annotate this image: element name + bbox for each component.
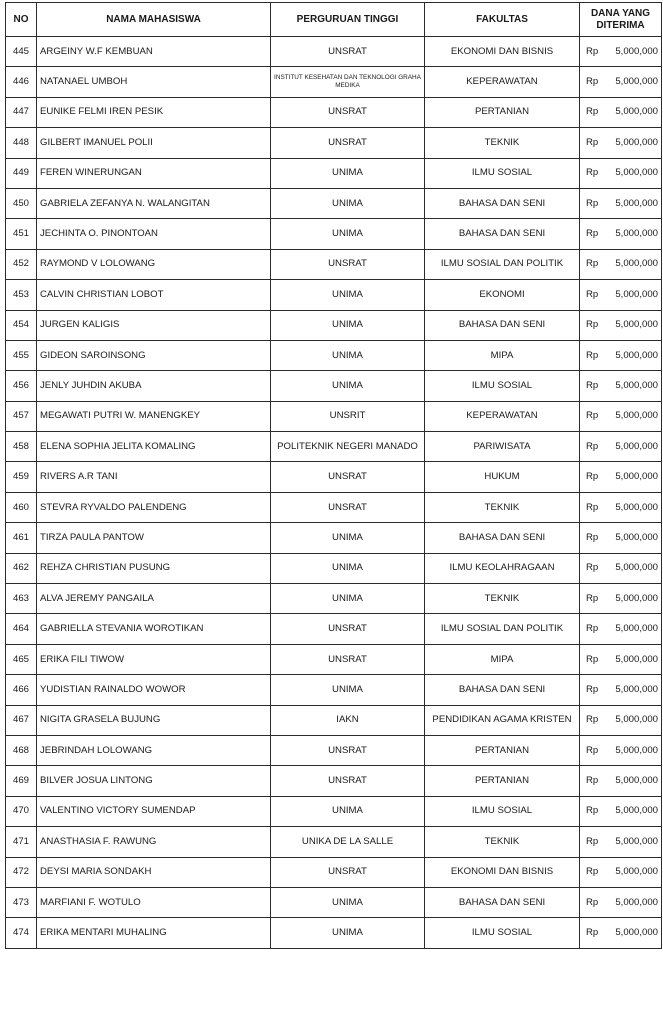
cell-nama-mahasiswa: VALENTINO VICTORY SUMENDAP [37,796,271,826]
cell-nama-mahasiswa: STEVRA RYVALDO PALENDENG [37,492,271,522]
amount-value: 5,000,000 [615,197,658,209]
currency-label: Rp [586,744,599,756]
header-perguruan-tinggi: PERGURUAN TINGGI [271,3,425,37]
cell-fakultas: ILMU SOSIAL DAN POLITIK [425,249,580,279]
header-no: NO [6,3,37,37]
cell-no: 452 [6,249,37,279]
cell-dana-yang-diterima [580,584,662,614]
table-row [6,523,662,553]
table-row [6,827,662,857]
cell-fakultas: TEKNIK [425,128,580,158]
currency-label: Rp [586,501,599,513]
currency-label: Rp [586,683,599,695]
table-row [6,887,662,917]
cell-perguruan-tinggi: UNIMA [271,584,425,614]
table-row [6,462,662,492]
cell-dana-yang-diterima [580,735,662,765]
cell-fakultas: MIPA [425,644,580,674]
cell-dana-yang-diterima [580,340,662,370]
cell-fakultas: BAHASA DAN SENI [425,887,580,917]
cell-dana-yang-diterima [580,371,662,401]
cell-perguruan-tinggi: UNIMA [271,158,425,188]
cell-no: 457 [6,401,37,431]
cell-dana-yang-diterima [580,644,662,674]
table-row [6,188,662,218]
cell-dana-yang-diterima [580,918,662,948]
cell-nama-mahasiswa: BILVER JOSUA LINTONG [37,766,271,796]
currency-label: Rp [586,410,599,422]
cell-fakultas: KEPERAWATAN [425,67,580,97]
table-row [6,158,662,188]
cell-no: 467 [6,705,37,735]
cell-nama-mahasiswa: RAYMOND V LOLOWANG [37,249,271,279]
cell-perguruan-tinggi: UNIMA [271,675,425,705]
amount-value: 5,000,000 [615,927,658,939]
header-dana-yang-diterima [580,3,662,37]
amount-value: 5,000,000 [615,440,658,452]
cell-no: 469 [6,766,37,796]
cell-fakultas: TEKNIK [425,584,580,614]
cell-nama-mahasiswa: GABRIELA ZEFANYA N. WALANGITAN [37,188,271,218]
currency-label: Rp [586,258,599,270]
currency-label: Rp [586,349,599,361]
cell-fakultas: PENDIDIKAN AGAMA KRISTEN [425,705,580,735]
currency-label: Rp [586,76,599,88]
cell-perguruan-tinggi: UNIMA [271,887,425,917]
cell-no: 456 [6,371,37,401]
cell-dana-yang-diterima [580,37,662,67]
table-row [6,97,662,127]
cell-perguruan-tinggi: UNSRAT [271,249,425,279]
cell-nama-mahasiswa: NIGITA GRASELA BUJUNG [37,705,271,735]
cell-fakultas: ILMU SOSIAL [425,796,580,826]
cell-nama-mahasiswa: CALVIN CHRISTIAN LOBOT [37,280,271,310]
cell-no: 447 [6,97,37,127]
amount-value: 5,000,000 [615,623,658,635]
cell-nama-mahasiswa: JURGEN KALIGIS [37,310,271,340]
cell-nama-mahasiswa: ARGEINY W.F KEMBUAN [37,37,271,67]
header-fakultas: FAKULTAS [425,3,580,37]
cell-fakultas: PERTANIAN [425,735,580,765]
cell-perguruan-tinggi: UNSRAT [271,644,425,674]
amount-value: 5,000,000 [615,744,658,756]
amount-value: 5,000,000 [615,349,658,361]
cell-fakultas: KEPERAWATAN [425,401,580,431]
currency-label: Rp [586,471,599,483]
cell-fakultas: BAHASA DAN SENI [425,675,580,705]
currency-label: Rp [586,653,599,665]
cell-perguruan-tinggi: UNIMA [271,188,425,218]
cell-nama-mahasiswa: NATANAEL UMBOH [37,67,271,97]
cell-dana-yang-diterima [580,158,662,188]
table-row [6,675,662,705]
cell-dana-yang-diterima [580,188,662,218]
table-row [6,219,662,249]
cell-nama-mahasiswa: JECHINTA O. PINONTOAN [37,219,271,249]
cell-no: 471 [6,827,37,857]
cell-no: 474 [6,918,37,948]
table-row [6,644,662,674]
currency-label: Rp [586,805,599,817]
cell-nama-mahasiswa: TIRZA PAULA PANTOW [37,523,271,553]
cell-nama-mahasiswa: ANASTHASIA F. RAWUNG [37,827,271,857]
currency-label: Rp [586,319,599,331]
amount-value: 5,000,000 [615,76,658,88]
scholarship-table [5,2,662,949]
scholarship-list-page [5,2,661,949]
cell-perguruan-tinggi: UNIMA [271,796,425,826]
cell-dana-yang-diterima [580,310,662,340]
cell-dana-yang-diterima [580,675,662,705]
cell-dana-yang-diterima [580,432,662,462]
amount-value: 5,000,000 [615,379,658,391]
table-row [6,37,662,67]
currency-label: Rp [586,835,599,847]
cell-perguruan-tinggi: UNIKA DE LA SALLE [271,827,425,857]
amount-value: 5,000,000 [615,805,658,817]
cell-no: 450 [6,188,37,218]
amount-value: 5,000,000 [615,562,658,574]
cell-perguruan-tinggi: UNIMA [271,310,425,340]
cell-nama-mahasiswa: EUNIKE FELMI IREN PESIK [37,97,271,127]
cell-nama-mahasiswa: ERIKA MENTARI MUHALING [37,918,271,948]
currency-label: Rp [586,228,599,240]
cell-fakultas: MIPA [425,340,580,370]
cell-no: 473 [6,887,37,917]
cell-fakultas: BAHASA DAN SENI [425,219,580,249]
cell-fakultas: TEKNIK [425,827,580,857]
currency-label: Rp [586,623,599,635]
cell-fakultas: PARIWISATA [425,432,580,462]
table-row [6,766,662,796]
currency-label: Rp [586,866,599,878]
cell-dana-yang-diterima [580,614,662,644]
cell-fakultas: PERTANIAN [425,766,580,796]
cell-no: 470 [6,796,37,826]
cell-no: 458 [6,432,37,462]
cell-fakultas: ILMU SOSIAL [425,918,580,948]
amount-value: 5,000,000 [615,106,658,118]
cell-nama-mahasiswa: REHZA CHRISTIAN PUSUNG [37,553,271,583]
cell-fakultas: ILMU KEOLAHRAGAAN [425,553,580,583]
table-row [6,432,662,462]
cell-fakultas: ILMU SOSIAL [425,158,580,188]
currency-label: Rp [586,379,599,391]
cell-no: 464 [6,614,37,644]
amount-value: 5,000,000 [615,714,658,726]
cell-no: 455 [6,340,37,370]
currency-label: Rp [586,927,599,939]
currency-label: Rp [586,136,599,148]
table-row [6,553,662,583]
cell-perguruan-tinggi: UNSRIT [271,401,425,431]
cell-no: 462 [6,553,37,583]
cell-dana-yang-diterima [580,67,662,97]
currency-label: Rp [586,167,599,179]
cell-perguruan-tinggi: UNIMA [271,553,425,583]
cell-perguruan-tinggi: UNIMA [271,280,425,310]
cell-dana-yang-diterima [580,462,662,492]
cell-nama-mahasiswa: YUDISTIAN RAINALDO WOWOR [37,675,271,705]
amount-value: 5,000,000 [615,775,658,787]
cell-perguruan-tinggi: UNSRAT [271,462,425,492]
amount-value: 5,000,000 [615,866,658,878]
table-row [6,67,662,97]
cell-nama-mahasiswa: ALVA JEREMY PANGAILA [37,584,271,614]
cell-dana-yang-diterima [580,219,662,249]
currency-label: Rp [586,592,599,604]
cell-perguruan-tinggi: UNSRAT [271,857,425,887]
cell-dana-yang-diterima [580,796,662,826]
cell-nama-mahasiswa: DEYSI MARIA SONDAKH [37,857,271,887]
cell-dana-yang-diterima [580,401,662,431]
cell-fakultas: EKONOMI [425,280,580,310]
cell-perguruan-tinggi: UNSRAT [271,97,425,127]
cell-dana-yang-diterima [580,553,662,583]
cell-perguruan-tinggi: UNIMA [271,523,425,553]
cell-perguruan-tinggi: UNIMA [271,918,425,948]
amount-value: 5,000,000 [615,319,658,331]
cell-perguruan-tinggi: UNSRAT [271,37,425,67]
cell-perguruan-tinggi: INSTITUT KESEHATAN DAN TEKNOLOGI GRAHA MEDIKA [271,67,425,97]
cell-no: 449 [6,158,37,188]
cell-fakultas: ILMU SOSIAL DAN POLITIK [425,614,580,644]
cell-dana-yang-diterima [580,523,662,553]
table-row [6,918,662,948]
cell-fakultas: HUKUM [425,462,580,492]
amount-value: 5,000,000 [615,471,658,483]
cell-perguruan-tinggi: UNSRAT [271,735,425,765]
table-row [6,340,662,370]
table-row [6,310,662,340]
cell-nama-mahasiswa: ERIKA FILI TIWOW [37,644,271,674]
cell-fakultas: EKONOMI DAN BISNIS [425,37,580,67]
table-row [6,371,662,401]
cell-dana-yang-diterima [580,97,662,127]
currency-label: Rp [586,197,599,209]
cell-perguruan-tinggi: POLITEKNIK NEGERI MANADO [271,432,425,462]
header-dana-line2: DITERIMA [596,19,645,31]
currency-label: Rp [586,714,599,726]
cell-fakultas: EKONOMI DAN BISNIS [425,857,580,887]
table-row [6,584,662,614]
cell-fakultas: ILMU SOSIAL [425,371,580,401]
cell-no: 460 [6,492,37,522]
amount-value: 5,000,000 [615,45,658,57]
table-body [6,37,662,949]
table-row [6,857,662,887]
cell-no: 446 [6,67,37,97]
header-dana-line1: DANA YANG [590,7,651,19]
cell-nama-mahasiswa: GILBERT IMANUEL POLII [37,128,271,158]
cell-dana-yang-diterima [580,827,662,857]
cell-dana-yang-diterima [580,887,662,917]
amount-value: 5,000,000 [615,592,658,604]
amount-value: 5,000,000 [615,228,658,240]
amount-value: 5,000,000 [615,896,658,908]
currency-label: Rp [586,531,599,543]
cell-nama-mahasiswa: MEGAWATI PUTRI W. MANENGKEY [37,401,271,431]
cell-dana-yang-diterima [580,128,662,158]
table-header-row [6,3,662,37]
amount-value: 5,000,000 [615,653,658,665]
amount-value: 5,000,000 [615,410,658,422]
amount-value: 5,000,000 [615,136,658,148]
table-row [6,614,662,644]
currency-label: Rp [586,562,599,574]
cell-fakultas: PERTANIAN [425,97,580,127]
cell-fakultas: BAHASA DAN SENI [425,523,580,553]
amount-value: 5,000,000 [615,531,658,543]
currency-label: Rp [586,288,599,300]
cell-no: 454 [6,310,37,340]
cell-dana-yang-diterima [580,705,662,735]
cell-no: 465 [6,644,37,674]
cell-nama-mahasiswa: GIDEON SAROINSONG [37,340,271,370]
amount-value: 5,000,000 [615,683,658,695]
table-row [6,705,662,735]
table-row [6,249,662,279]
cell-perguruan-tinggi: UNIMA [271,340,425,370]
cell-nama-mahasiswa: GABRIELLA STEVANIA WOROTIKAN [37,614,271,644]
cell-perguruan-tinggi: UNSRAT [271,766,425,796]
header-nama-mahasiswa: NAMA MAHASISWA [37,3,271,37]
table-row [6,128,662,158]
cell-dana-yang-diterima [580,249,662,279]
cell-dana-yang-diterima [580,280,662,310]
amount-value: 5,000,000 [615,501,658,513]
cell-perguruan-tinggi: UNSRAT [271,492,425,522]
table-row [6,280,662,310]
cell-fakultas: BAHASA DAN SENI [425,188,580,218]
cell-dana-yang-diterima [580,857,662,887]
currency-label: Rp [586,106,599,118]
currency-label: Rp [586,775,599,787]
cell-nama-mahasiswa: RIVERS A.R TANI [37,462,271,492]
amount-value: 5,000,000 [615,258,658,270]
cell-no: 472 [6,857,37,887]
cell-nama-mahasiswa: MARFIANI F. WOTULO [37,887,271,917]
cell-perguruan-tinggi: UNSRAT [271,614,425,644]
cell-no: 463 [6,584,37,614]
amount-value: 5,000,000 [615,288,658,300]
table-row [6,401,662,431]
currency-label: Rp [586,45,599,57]
cell-no: 461 [6,523,37,553]
currency-label: Rp [586,440,599,452]
amount-value: 5,000,000 [615,835,658,847]
cell-perguruan-tinggi: UNIMA [271,371,425,401]
cell-nama-mahasiswa: JEBRINDAH LOLOWANG [37,735,271,765]
cell-dana-yang-diterima [580,766,662,796]
cell-no: 466 [6,675,37,705]
cell-nama-mahasiswa: JENLY JUHDIN AKUBA [37,371,271,401]
cell-no: 451 [6,219,37,249]
amount-value: 5,000,000 [615,167,658,179]
cell-perguruan-tinggi: UNIMA [271,219,425,249]
table-row [6,796,662,826]
currency-label: Rp [586,896,599,908]
cell-dana-yang-diterima [580,492,662,522]
cell-no: 468 [6,735,37,765]
cell-no: 448 [6,128,37,158]
cell-perguruan-tinggi: IAKN [271,705,425,735]
cell-no: 445 [6,37,37,67]
cell-nama-mahasiswa: FEREN WINERUNGAN [37,158,271,188]
table-row [6,492,662,522]
cell-fakultas: TEKNIK [425,492,580,522]
cell-nama-mahasiswa: ELENA SOPHIA JELITA KOMALING [37,432,271,462]
table-row [6,735,662,765]
cell-no: 453 [6,280,37,310]
cell-no: 459 [6,462,37,492]
cell-perguruan-tinggi: UNSRAT [271,128,425,158]
cell-fakultas: BAHASA DAN SENI [425,310,580,340]
